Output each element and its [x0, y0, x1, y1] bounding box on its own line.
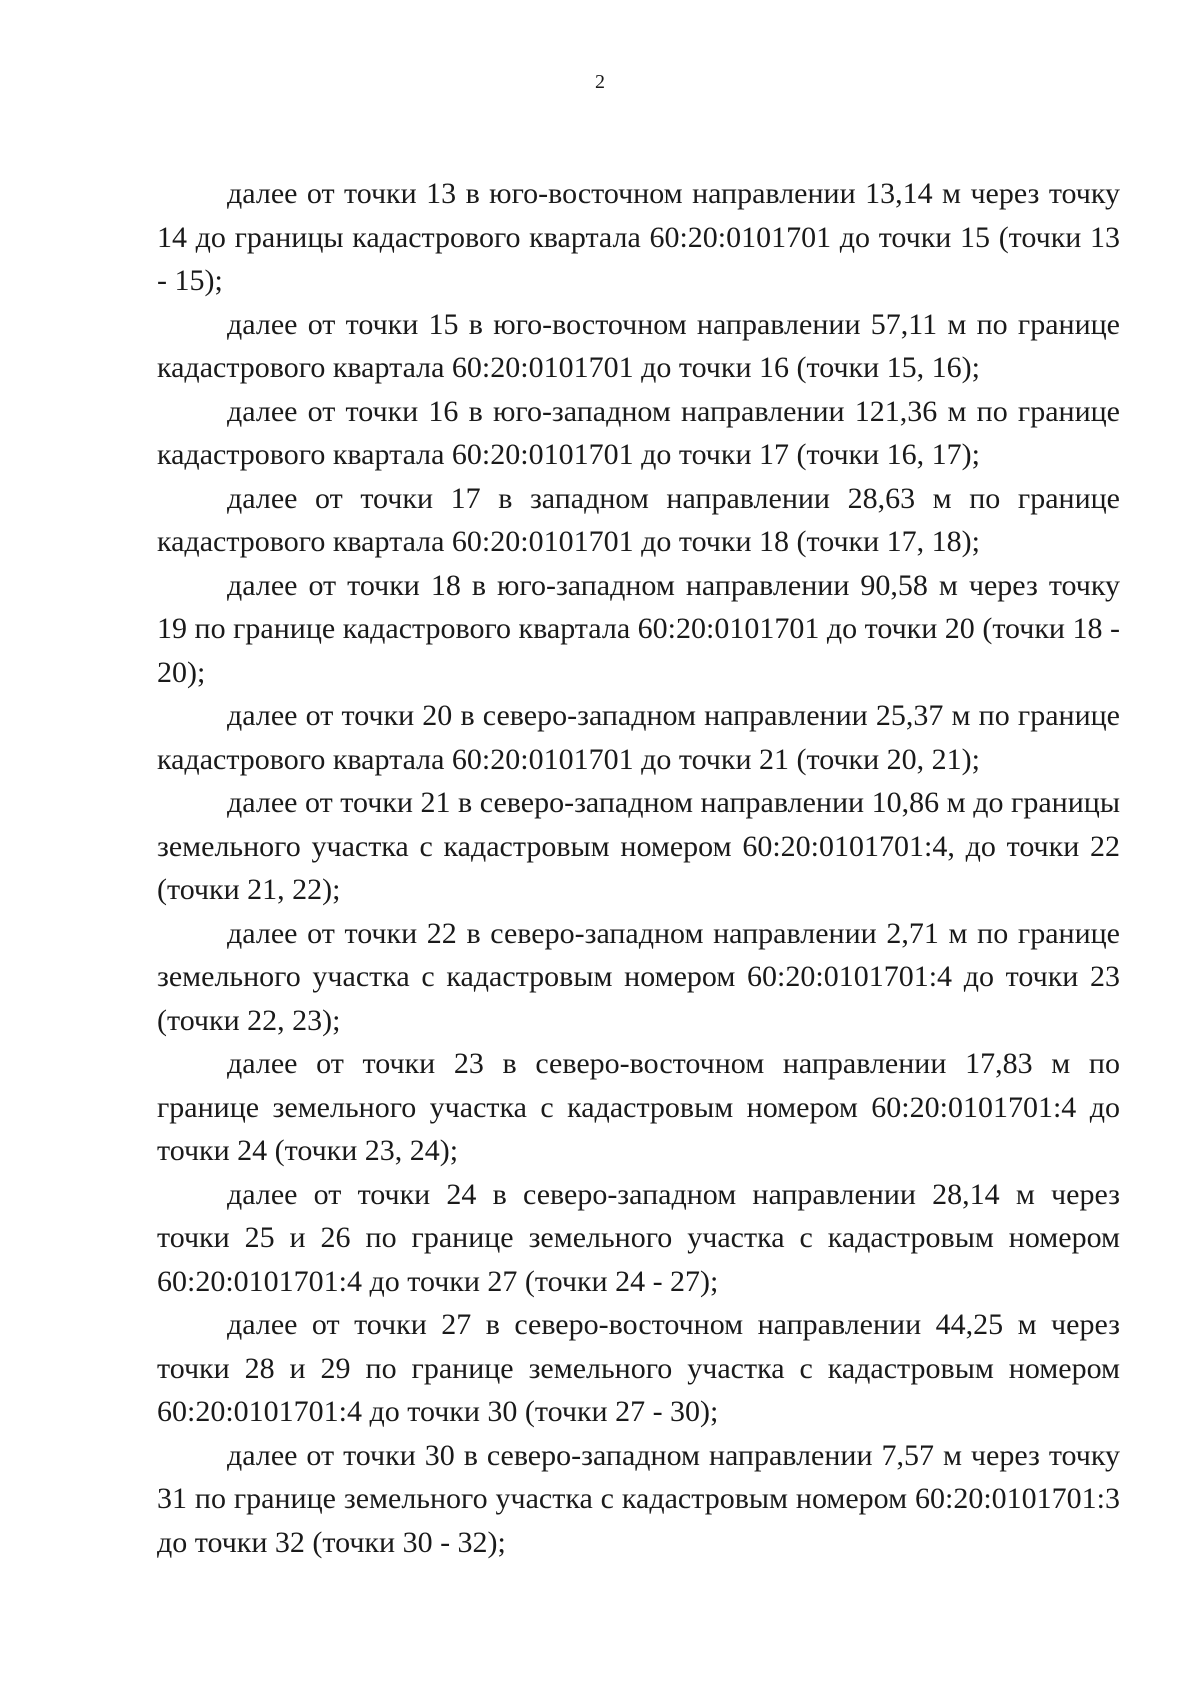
boundary-paragraph-8: далее от точки 22 в северо-западном направлении 2,71 м по границе земельного участка с кадастровым номером 60:20:0101701:4 до точки 23 (точки 22, 23);: [157, 916, 1120, 1037]
boundary-paragraph-9: далее от точки 23 в северо-восточном направлении 17,83 м по границе земельного участка с кадастровым номером 60:20:0101701:4 до точки 24 (точки 23, 24);: [157, 1047, 1120, 1167]
document-body: [157, 172, 1120, 1564]
boundary-paragraph-12: далее от точки 30 в северо-западном направлении 7,57 м через точку 31 по границе земельного участка с кадастровым номером 60:20:0101701:3 до точки 32 (точки 30 - 32);: [157, 1438, 1120, 1559]
boundary-paragraph-10: далее от точки 24 в северо-западном направлении 28,14 м через точки 25 и 26 по границе земельного участка с кадастровым номером 60:20:0101701:4 до точки 27 (точки 24 - 27);: [157, 1177, 1120, 1298]
boundary-paragraph-5: далее от точки 18 в юго-западном направлении 90,58 м через точку 19 по границе кадастрового квартала 60:20:0101701 до точки 20 (точки 18 - 20);: [157, 568, 1120, 689]
boundary-paragraph-6: далее от точки 20 в северо-западном направлении 25,37 м по границе кадастрового квартала 60:20:0101701 до точки 21 (точки 20, 21);: [157, 699, 1120, 776]
boundary-paragraph-2: далее от точки 15 в юго-восточном направлении 57,11 м по границе кадастрового квартала 60:20:0101701 до точки 16 (точки 15, 16);: [157, 307, 1120, 384]
page-number: 2: [595, 71, 605, 93]
boundary-paragraph-3: далее от точки 16 в юго-западном направлении 121,36 м по границе кадастрового квартала 60:20:0101701 до точки 17 (точки 16, 17);: [157, 394, 1120, 471]
boundary-paragraph-1: далее от точки 13 в юго-восточном направлении 13,14 м через точку 14 до границы кадастрового квартала 60:20:0101701 до точки 15 (точки 13 - 15);: [157, 177, 1120, 297]
boundary-paragraph-7: далее от точки 21 в северо-западном направлении 10,86 м до границы земельного участка с кадастровым номером 60:20:0101701:4, до точки 22 (точки 21, 22);: [157, 786, 1120, 906]
boundary-paragraph-11: далее от точки 27 в северо-восточном направлении 44,25 м через точки 28 и 29 по границе земельного участка с кадастровым номером 60:20:0101701:4 до точки 30 (точки 27 - 30);: [157, 1308, 1120, 1428]
boundary-paragraph-4: далее от точки 17 в западном направлении 28,63 м по границе кадастрового квартала 60:20:0101701 до точки 18 (точки 17, 18);: [157, 481, 1120, 558]
